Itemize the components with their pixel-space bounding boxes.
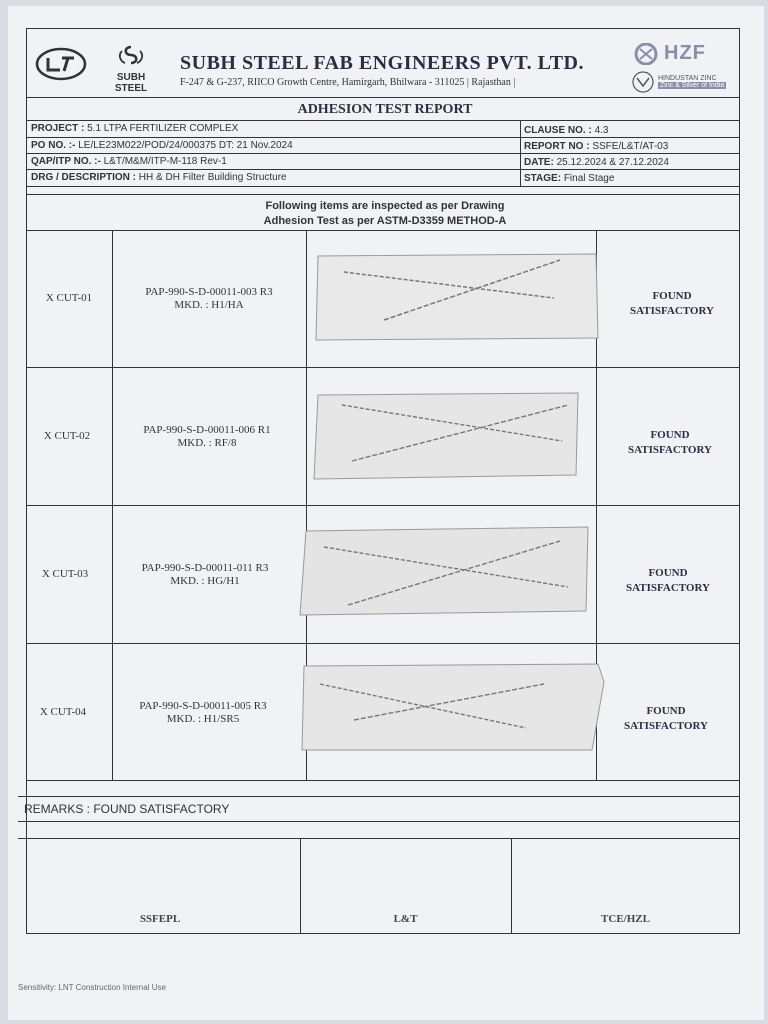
- meta-row-divider: [27, 153, 739, 154]
- title-divider: [27, 120, 739, 121]
- table-row-2-drawing: [112, 424, 302, 450]
- lt-logo-icon: [34, 44, 88, 89]
- signature-lt: L&T: [393, 913, 418, 925]
- meta-project: [31, 123, 238, 134]
- subh-steel-logo-text: SUBH STEEL: [114, 72, 148, 94]
- meta-date: [524, 157, 669, 168]
- inspection-line-2: Adhesion Test as per ASTM-D3359 METHOD-A: [263, 215, 507, 227]
- table-row-1-cut: X CUT-01: [45, 292, 93, 304]
- hzf-emblem-icon: [632, 43, 660, 65]
- remarks-top-border: [18, 796, 740, 797]
- meta-stage: [524, 173, 614, 184]
- date-label: DATE:: [524, 157, 554, 168]
- hzf-logo: [632, 42, 748, 93]
- result-line-2: SATISFACTORY: [626, 582, 710, 594]
- table-row-3-drawing: [110, 562, 300, 588]
- remarks-bottom-border: [18, 821, 740, 822]
- result-line-1: FOUND: [646, 705, 686, 717]
- signature-tce-hzl: TCE/HZL: [601, 913, 650, 925]
- table-bottom-border: [27, 780, 739, 781]
- table-row-divider: [27, 643, 739, 644]
- drawing-mark: MKD. : HG/H1: [170, 575, 240, 587]
- drawing-number: PAP-990-S-D-00011-011 R3: [141, 562, 269, 574]
- adhesion-tape-sample-2: [312, 391, 582, 481]
- drawing-mark: MKD. : RF/8: [177, 437, 237, 449]
- table-row-2-cut: X CUT-02: [43, 430, 91, 442]
- result-line-1: FOUND: [652, 290, 692, 302]
- drawing-mark: MKD. : H1/HA: [174, 299, 244, 311]
- inspection-line-1: Following items are inspected as per Drawing: [265, 200, 505, 212]
- meta-row-divider: [27, 169, 739, 170]
- table-row-1-drawing: [114, 286, 304, 312]
- table-row-4-drawing: [108, 700, 298, 726]
- meta-clause: [524, 125, 608, 136]
- company-address: F-247 & G-237, RIICO Growth Centre, Hamirgarh, Bhilwara - 311025 | Rajasthan |: [180, 77, 516, 88]
- table-row-4-cut: X CUT-04: [39, 706, 87, 718]
- meta-row-divider: [27, 137, 739, 138]
- drawing-number: PAP-990-S-D-00011-006 R1: [143, 424, 271, 436]
- po-value: LE/LE23M022/POD/24/000375 DT: 21 Nov.2024: [78, 140, 293, 151]
- remarks-text: REMARKS : FOUND SATISFACTORY: [24, 802, 230, 816]
- subh-steel-emblem-icon: [116, 45, 146, 67]
- table-row-4-result: [596, 704, 736, 734]
- result-line-1: FOUND: [648, 567, 688, 579]
- drawing-mark: MKD. : H1/SR5: [166, 713, 240, 725]
- adhesion-tape-sample-3: [298, 525, 590, 617]
- report-no-value: SSFE/L&T/AT-03: [592, 141, 669, 152]
- inspection-divider: [27, 194, 739, 195]
- table-row-2-result: [600, 428, 740, 458]
- project-label: PROJECT :: [31, 123, 85, 134]
- table-row-3-result: [598, 566, 738, 596]
- hindustan-zinc-tagline: Zinc & Silver of India: [660, 82, 725, 89]
- table-row-divider: [27, 505, 739, 506]
- meta-po: [31, 140, 293, 151]
- result-line-2: SATISFACTORY: [630, 305, 714, 317]
- report-title: ADHESION TEST REPORT: [297, 102, 473, 117]
- meta-qap: [31, 156, 227, 167]
- meta-row-divider: [27, 186, 739, 187]
- drg-label: DRG / DESCRIPTION :: [31, 172, 137, 183]
- qap-label: QAP/ITP NO. :-: [31, 156, 101, 167]
- signature-top-border: [18, 838, 740, 839]
- date-value: 25.12.2024 & 27.12.2024: [556, 157, 669, 168]
- hindustan-zinc-text: HINDUSTAN ZINC: [658, 75, 717, 82]
- clause-label: CLAUSE NO. :: [524, 125, 592, 136]
- signature-ssfepl: SSFEPL: [139, 913, 181, 925]
- stage-label: STAGE:: [524, 173, 562, 184]
- result-line-2: SATISFACTORY: [628, 444, 712, 456]
- hzf-logo-text: HZF: [664, 42, 706, 64]
- stage-value: Final Stage: [563, 173, 615, 184]
- drawing-number: PAP-990-S-D-00011-003 R3: [145, 286, 273, 298]
- report-no-label: REPORT NO :: [524, 141, 590, 152]
- adhesion-tape-sample-4: [300, 662, 606, 752]
- hindustan-zinc-emblem-icon: [632, 71, 654, 93]
- table-top-border: [27, 230, 739, 231]
- sensitivity-footer: Sensitivity: LNT Construction Internal Use: [18, 983, 166, 992]
- project-value: 5.1 LTPA FERTILIZER COMPLEX: [87, 123, 239, 134]
- meta-report-no: [524, 141, 668, 152]
- company-name: SUBH STEEL FAB ENGINEERS PVT. LTD.: [180, 52, 584, 74]
- result-line-2: SATISFACTORY: [624, 720, 708, 732]
- drg-value: HH & DH Filter Building Structure: [138, 172, 287, 183]
- clause-value: 4.3: [594, 125, 609, 136]
- header-divider: [27, 97, 739, 98]
- table-row-divider: [27, 367, 739, 368]
- meta-drg: [31, 172, 287, 183]
- result-line-1: FOUND: [650, 429, 690, 441]
- drawing-number: PAP-990-S-D-00011-005 R3: [139, 700, 267, 712]
- qap-value: L&T/M&M/ITP-M-118 Rev-1: [103, 156, 227, 167]
- adhesion-tape-sample-1: [314, 252, 600, 342]
- table-row-3-cut: X CUT-03: [41, 568, 89, 580]
- subh-steel-logo: [100, 45, 162, 94]
- po-label: PO NO. :-: [31, 140, 76, 151]
- table-row-1-result: [602, 289, 742, 319]
